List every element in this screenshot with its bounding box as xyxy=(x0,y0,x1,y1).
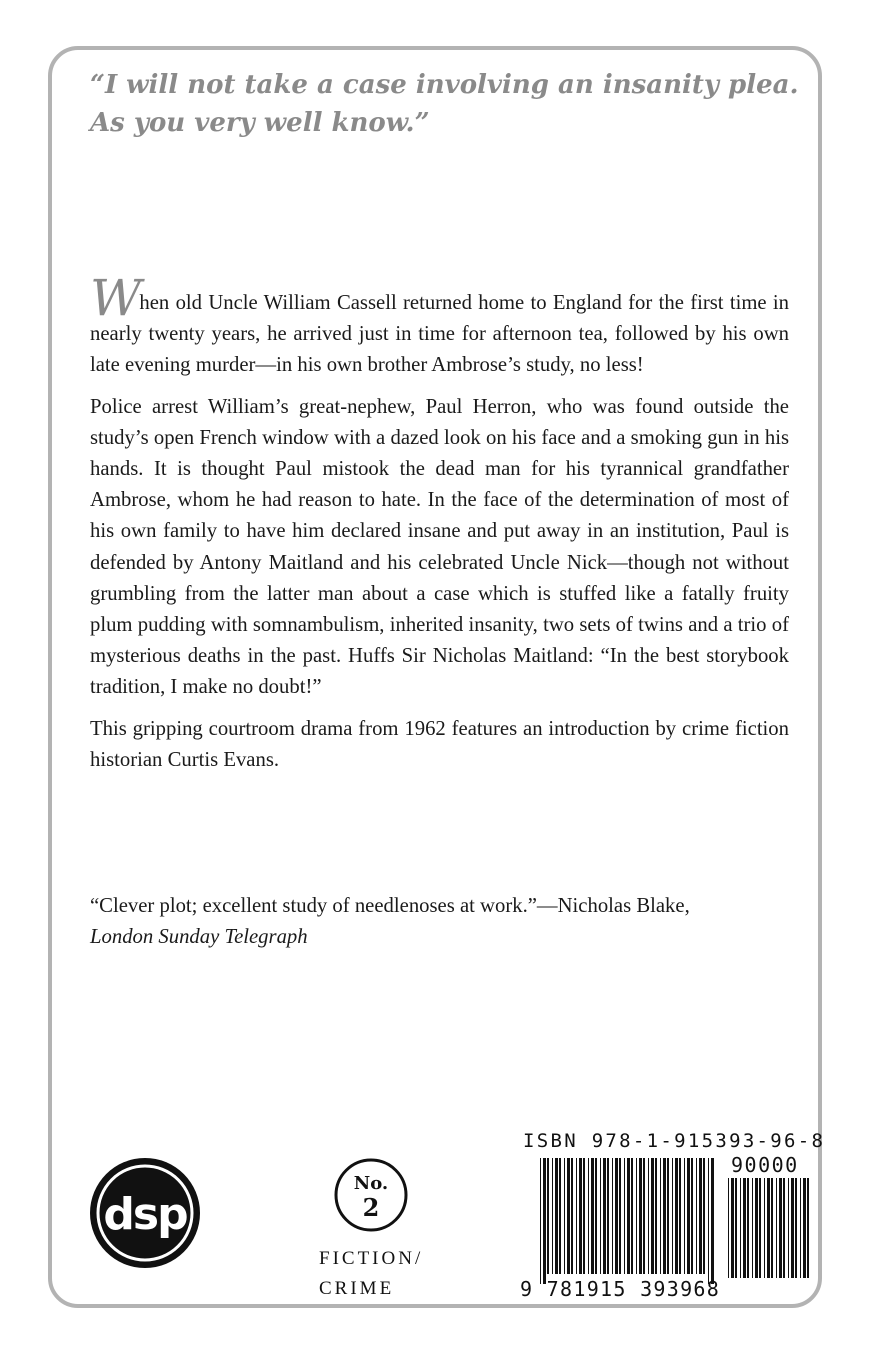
barcode-digits: 9 781915 393968 xyxy=(520,1277,721,1300)
barcode-bar xyxy=(696,1158,697,1274)
barcode-bar xyxy=(740,1178,741,1278)
barcode-bar xyxy=(651,1158,654,1274)
pull-quote-line-1: “I will not take a case involving an insanity plea. xyxy=(90,70,799,100)
barcode-bar xyxy=(800,1178,801,1278)
barcode-bar xyxy=(687,1158,690,1274)
barcode-bar xyxy=(728,1178,729,1278)
drop-cap: W xyxy=(90,269,138,327)
barcode-bar xyxy=(743,1178,746,1278)
barcode-bar xyxy=(648,1158,649,1274)
series-number-prefix: No. xyxy=(353,1173,389,1194)
barcode-bar xyxy=(807,1178,809,1278)
publisher-logo-text: dsp xyxy=(103,1189,187,1240)
barcode-bar xyxy=(735,1178,737,1278)
publisher-logo xyxy=(90,1158,200,1268)
barcode-bar xyxy=(547,1158,549,1274)
series-number-badge xyxy=(333,1157,409,1233)
barcode-bar xyxy=(591,1158,594,1274)
barcode-bar xyxy=(627,1158,630,1274)
blurb-paragraph-1-text: hen old Uncle William Cassell returned home to England for the first time in nearly twenty years, he arrived just in time for afternoon tea, followed by his own late evening murder—in his own brother Ambrose’s study, no less! xyxy=(90,292,789,377)
barcode-bar xyxy=(703,1158,705,1274)
pull-quote xyxy=(90,66,810,142)
barcode-bar xyxy=(779,1178,782,1278)
barcode-bar xyxy=(564,1158,565,1274)
barcode-bar xyxy=(759,1178,761,1278)
barcode-bar xyxy=(636,1158,637,1274)
barcode-bar xyxy=(791,1178,794,1278)
barcode-bar xyxy=(615,1158,618,1274)
barcode-bar xyxy=(543,1158,546,1284)
barcode-bar xyxy=(631,1158,633,1274)
barcode-bar xyxy=(540,1158,541,1284)
barcode-bar xyxy=(675,1158,678,1274)
barcode-bar xyxy=(731,1178,734,1278)
barcode-bar xyxy=(708,1158,709,1284)
barcode-bar xyxy=(788,1178,789,1278)
barcode-bar xyxy=(699,1158,702,1274)
barcode-bar xyxy=(795,1178,797,1278)
isbn-label: ISBN 978-1-915393-96-8 xyxy=(523,1130,826,1152)
barcode-bar xyxy=(771,1178,773,1278)
barcode-bar xyxy=(583,1158,585,1274)
barcode-bar xyxy=(663,1158,666,1274)
barcode-bar xyxy=(552,1158,553,1274)
blurb-paragraph-2: Police arrest William’s great-nephew, Paul Herron, who was found outside the study’s open French window with a dazed look on his face and a smoking gun in his hands. It is thought Paul mistook the dead man for his tyrannical grandfather Ambrose, whom he had reason to hate. In the face of the determination of most of his own family to have him declared insane and put away in an institution, Paul is defended by Antony Maitland and his celebrated Uncle Nick—though not without grumbling from the latter man about a case which is stuffed like a fatally fruity plum pudding with somnambulism, inherited insanity, two sets of twins and a trio of mysterious deaths in the past. Huffs Sir Nicholas Maitland: “In the best storybook tradition, I make no doubt!” xyxy=(90,395,789,699)
barcode-bar xyxy=(567,1158,570,1274)
blurb xyxy=(90,269,789,786)
series-number: 2 xyxy=(362,1193,380,1222)
barcode-bar xyxy=(579,1158,582,1274)
blurb-paragraph-1 xyxy=(90,269,789,382)
barcode-bar xyxy=(711,1158,714,1284)
genre-line-2: CRIME xyxy=(319,1278,395,1299)
barcode-bar xyxy=(764,1178,765,1278)
review-text xyxy=(90,891,789,953)
barcode-bar xyxy=(559,1158,561,1274)
barcode-bar xyxy=(767,1178,770,1278)
addon-barcode-bars xyxy=(728,1178,809,1278)
barcode-bar xyxy=(783,1178,785,1278)
barcode-bar xyxy=(672,1158,673,1274)
barcode-bar xyxy=(576,1158,577,1274)
pull-quote-line-2: As you very well know.” xyxy=(90,108,430,138)
barcode-bar xyxy=(555,1158,558,1274)
barcode-bar xyxy=(660,1158,661,1274)
barcode-bar xyxy=(588,1158,589,1274)
main-barcode-bars xyxy=(540,1158,714,1284)
barcode-bar xyxy=(755,1178,758,1278)
review-quote-text: “Clever plot; excellent study of needlenoses at work.”—Nicholas Blake, xyxy=(90,895,690,917)
barcode-bar xyxy=(619,1158,621,1274)
barcode-bar xyxy=(595,1158,597,1274)
barcode-bar xyxy=(639,1158,642,1274)
review-source: London Sunday Telegraph xyxy=(90,926,308,949)
genre-line-1: FICTION/ xyxy=(319,1248,424,1269)
barcode-bar xyxy=(655,1158,657,1274)
barcode-bar xyxy=(684,1158,685,1274)
barcode-bar xyxy=(603,1158,606,1274)
barcode-bar xyxy=(776,1178,777,1278)
blurb-paragraph-3: This gripping courtroom drama from 1962 features an introduction by crime fiction historian Curtis Evans. xyxy=(90,717,789,771)
barcode-bar xyxy=(571,1158,573,1274)
barcode-bar xyxy=(624,1158,625,1274)
barcode-bar xyxy=(643,1158,645,1274)
barcode-bar xyxy=(679,1158,681,1274)
barcode-bar xyxy=(691,1158,693,1274)
barcode-bar xyxy=(803,1178,806,1278)
barcode-bar xyxy=(600,1158,601,1274)
genre-label xyxy=(319,1244,459,1304)
barcode-bar xyxy=(747,1178,749,1278)
barcode-bar xyxy=(607,1158,609,1274)
review-quote xyxy=(90,891,789,953)
barcode-bar xyxy=(752,1178,753,1278)
addon-digits: 90000 xyxy=(731,1153,799,1177)
isbn-barcode xyxy=(516,1152,816,1300)
barcode-bar xyxy=(612,1158,613,1274)
barcode-bar xyxy=(667,1158,669,1274)
